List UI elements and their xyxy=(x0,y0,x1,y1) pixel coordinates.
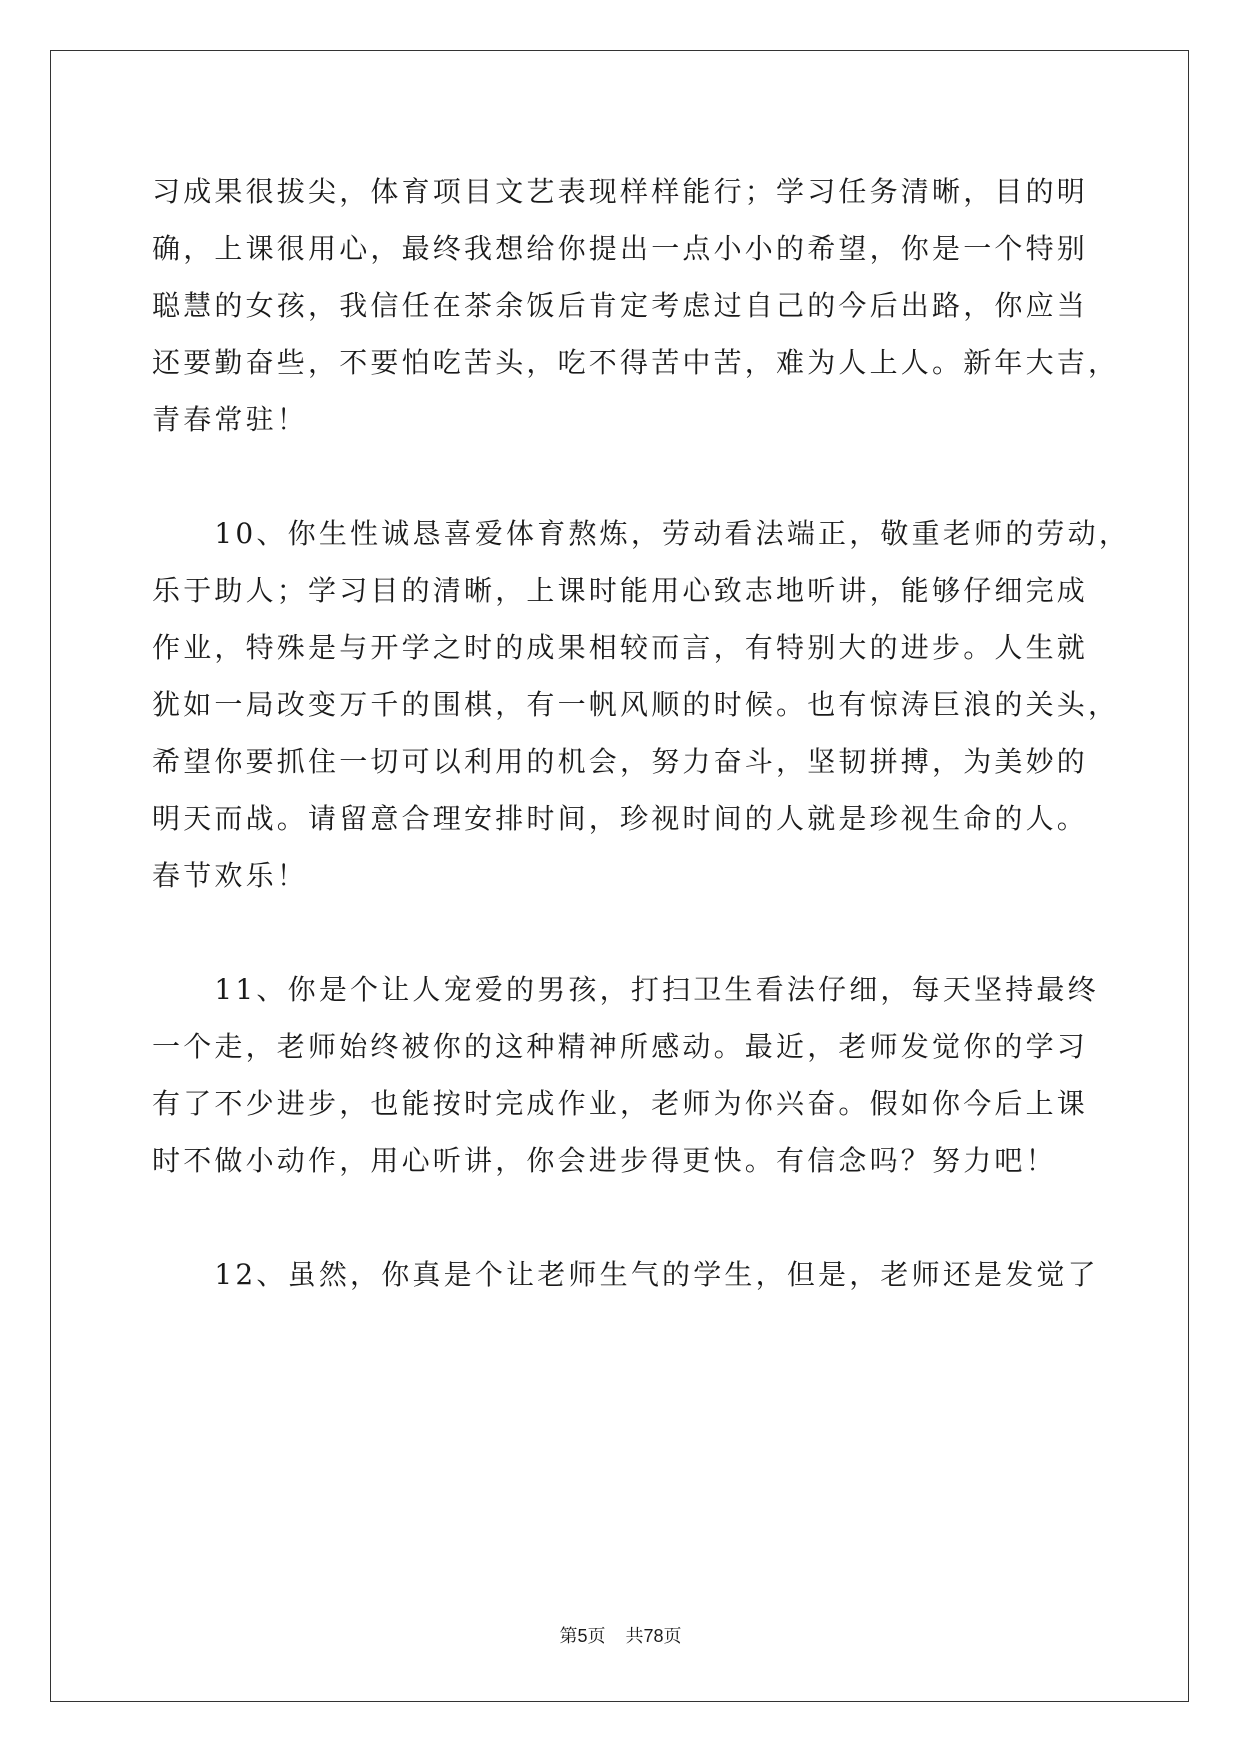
text-line: 10、你生性诚恳喜爱体育熬炼，劳动看法端正，敬重老师的劳动， xyxy=(152,517,1131,550)
page-label-prefix: 第 xyxy=(559,1626,578,1647)
total-pages: 78 xyxy=(643,1626,664,1646)
text-line: 春节欢乐！ xyxy=(152,859,309,892)
text-line: 青春常驻！ xyxy=(152,403,309,436)
text-line: 聪慧的女孩，我信任在茶余饭后肯定考虑过自己的今后出路，你应当 xyxy=(152,289,1089,322)
text-line: 作业，特殊是与开学之时的成果相较而言，有特别大的进步。人生就 xyxy=(152,631,1089,664)
page-footer xyxy=(0,1624,1241,1649)
text-line: 希望你要抓住一切可以利用的机会，努力奋斗，坚韧拼搏，为美妙的 xyxy=(152,745,1089,778)
text-line: 乐于助人；学习目的清晰，上课时能用心致志地听讲，能够仔细完成 xyxy=(152,574,1089,607)
page-number: 5 xyxy=(577,1626,588,1646)
text-line: 明天而战。请留意合理安排时间，珍视时间的人就是珍视生命的人。 xyxy=(152,802,1089,835)
paragraph-gap xyxy=(152,1189,1092,1246)
text-line: 习成果很拔尖，体育项目文艺表现样样能行；学习任务清晰，目的明 xyxy=(152,175,1089,208)
total-label-suffix: 页 xyxy=(663,1626,682,1647)
text-line: 有了不少进步，也能按时完成作业，老师为你兴奋。假如你今后上课 xyxy=(152,1087,1089,1120)
text-line: 确，上课很用心，最终我想给你提出一点小小的希望，你是一个特别 xyxy=(152,232,1089,265)
text-line: 一个走，老师始终被你的这种精神所感动。最近，老师发觉你的学习 xyxy=(152,1030,1089,1063)
paragraph-gap xyxy=(152,904,1092,961)
text-line: 12、虽然，你真是个让老师生气的学生，但是，老师还是发觉了 xyxy=(152,1258,1099,1291)
paragraph-gap xyxy=(152,448,1092,505)
text-line: 11、你是个让人宠爱的男孩，打扫卫生看法仔细，每天坚持最终 xyxy=(152,973,1099,1006)
page-label-suffix: 页 xyxy=(587,1626,606,1647)
total-label-prefix: 共 xyxy=(625,1626,644,1647)
text-line: 时不做小动作，用心听讲，你会进步得更快。有信念吗？努力吧！ xyxy=(152,1144,1057,1177)
text-line: 犹如一局改变万千的围棋，有一帆风顺的时候。也有惊涛巨浪的关头， xyxy=(152,688,1120,721)
document-body xyxy=(152,163,1131,1303)
text-line: 还要勤奋些，不要怕吃苦头，吃不得苦中苦，难为人上人。新年大吉， xyxy=(152,346,1120,379)
